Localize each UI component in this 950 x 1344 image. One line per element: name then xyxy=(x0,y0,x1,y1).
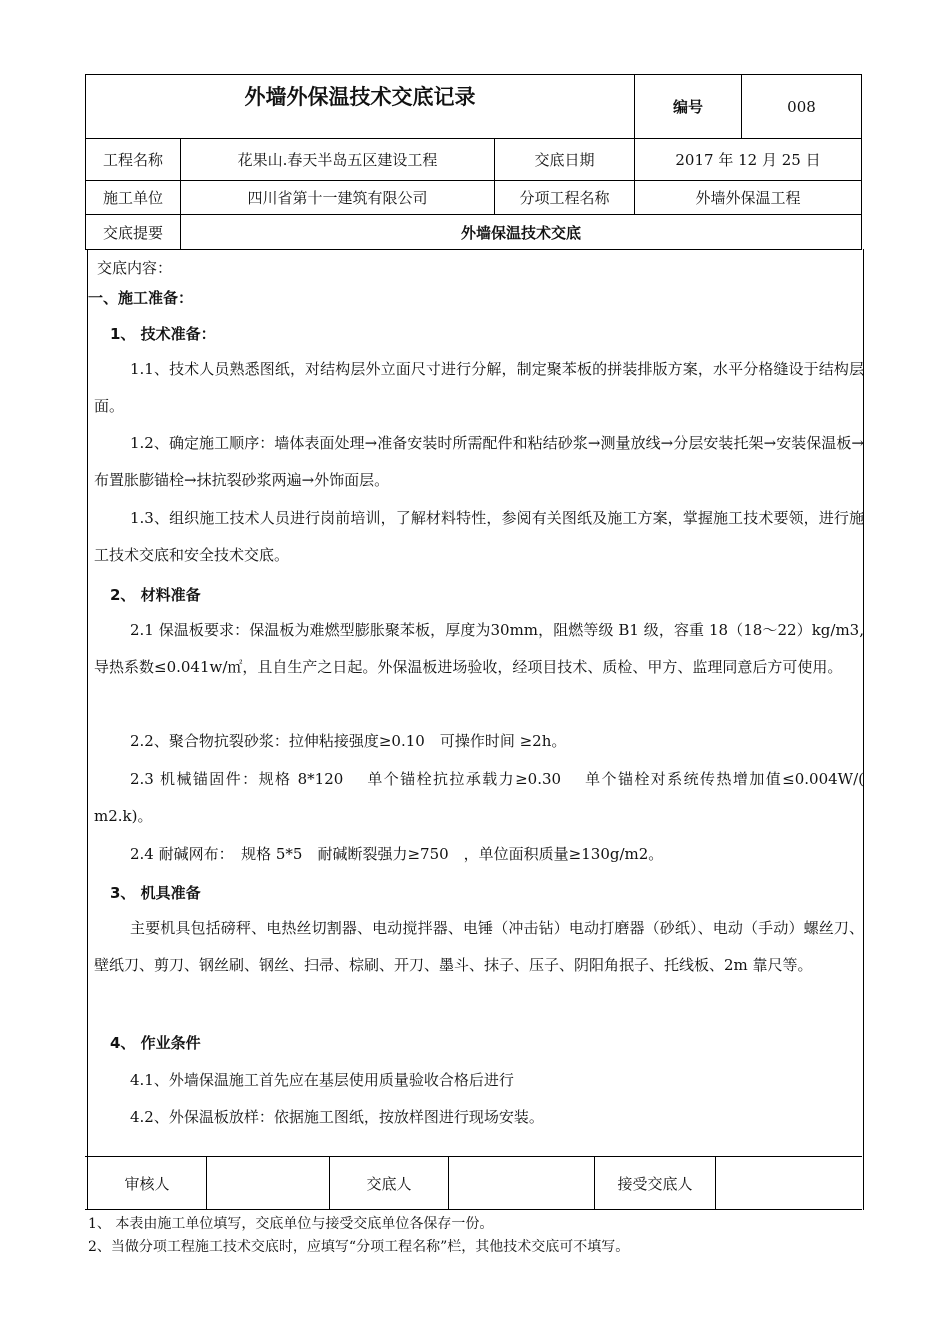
subsection-heading: 4、 作业条件 xyxy=(110,1034,201,1052)
paragraph: 1.2、确定施工顺序：墙体表面处理→准备安装时所需配件和粘结砂浆→测量放线→分层安装托架→安装保温板→布置胀膨锚栓→抹抗裂砂浆两遍→外饰面层。 xyxy=(94,434,864,489)
discloser-label: 交底人 xyxy=(366,1174,412,1193)
paragraph: 1.3、组织施工技术人员进行岗前培训，了解材料特性，参阅有关图纸及施工方案，掌握施工技术要领，进行施工技术交底和安全技术交底。 xyxy=(94,509,864,564)
table-border-bottom xyxy=(85,1209,862,1210)
unit-label: 施工单位 xyxy=(102,189,163,207)
content-label: 交底内容： xyxy=(97,259,173,277)
date-value: 2017 年 12 月 25 日 xyxy=(675,151,821,169)
discloser-field[interactable] xyxy=(449,1157,594,1209)
paragraph: 2.1 保温板要求：保温板为难燃型膨胀聚苯板，厚度为30mm，阻燃等级 B1 级，容重 18（18～22）kg/m3,导热系数≤0.041w/㎡，且自生产之日起。外保温板进场验收，经项目技术、质检、甲方、监理同意后方可使用。 xyxy=(94,621,864,676)
table-border-right xyxy=(861,74,862,250)
footnote: 2、当做分项工程施工技术交底时，应填写“分项工程名称”栏，其他技术交底可不填写。 xyxy=(88,1239,630,1255)
paragraph: 2.3 机械锚固件：规格 8*120 单个锚栓抗拉承载力≥0.30 单个锚栓对系统传热增加值≤0.004W/( m2.k)。 xyxy=(94,770,864,825)
date-label: 交底日期 xyxy=(534,151,595,169)
table-line xyxy=(85,249,862,250)
paragraph: 主要机具包括磅秤、电热丝切割器、电动搅拌器、电锤（冲击钻）电动打磨器（砂纸）、电动（手动）螺丝刀、壁纸刀、剪刀、钢丝刷、钢丝、扫帚、棕刷、开刀、墨斗、抹子、压子、阴阳角抿子、托线板、2m 靠尺等。 xyxy=(94,919,864,974)
receiver-field[interactable] xyxy=(716,1157,863,1209)
paragraph: 2.2、聚合物抗裂砂浆：拉伸粘接强度≥0.10 可操作时间 ≥2h。 xyxy=(130,732,567,750)
content-border-left xyxy=(87,249,88,1210)
number-label: 编号 xyxy=(672,98,703,116)
reviewer-field[interactable] xyxy=(207,1157,329,1209)
subsection-heading: 1、 技术准备： xyxy=(110,325,216,343)
subitem-label: 分项工程名称 xyxy=(519,189,610,207)
paragraph: 4.1、外墙保温施工首先应在基层使用质量验收合格后进行 xyxy=(130,1071,514,1089)
paragraph: 2.4 耐碱网布： 规格 5*5 耐碱断裂强力≥750 ，单位面积质量≥130g/m2。 xyxy=(130,845,664,863)
subsection-heading: 2、 材料准备 xyxy=(110,586,201,604)
summary-label: 交底提要 xyxy=(102,223,163,242)
receiver-label: 接受交底人 xyxy=(617,1174,693,1193)
paragraph: 4.2、外保温板放样：依据施工图纸，按放样图进行现场安装。 xyxy=(130,1108,544,1126)
page-title: 外墙外保温技术交底记录 xyxy=(244,85,476,109)
summary-value: 外墙保温技术交底 xyxy=(460,223,581,242)
subsection-heading: 3、 机具准备 xyxy=(110,884,201,902)
paragraph: 1.1、技术人员熟悉图纸，对结构层外立面尺寸进行分解，制定聚苯板的拼装排版方案，水平分格缝设于结构层面。 xyxy=(94,360,864,415)
footnote: 1、 本表由施工单位填写，交底单位与接受交底单位各保存一份。 xyxy=(88,1216,494,1232)
section-heading: 一、施工准备： xyxy=(88,289,194,307)
subitem-value: 外墙外保温工程 xyxy=(695,189,801,207)
project-name-value: 花果山.春天半岛五区建设工程 xyxy=(237,151,438,169)
unit-value: 四川省第十一建筑有限公司 xyxy=(247,189,428,207)
project-name-label: 工程名称 xyxy=(102,151,163,169)
number-value: 008 xyxy=(787,97,816,116)
reviewer-label: 审核人 xyxy=(124,1174,170,1193)
